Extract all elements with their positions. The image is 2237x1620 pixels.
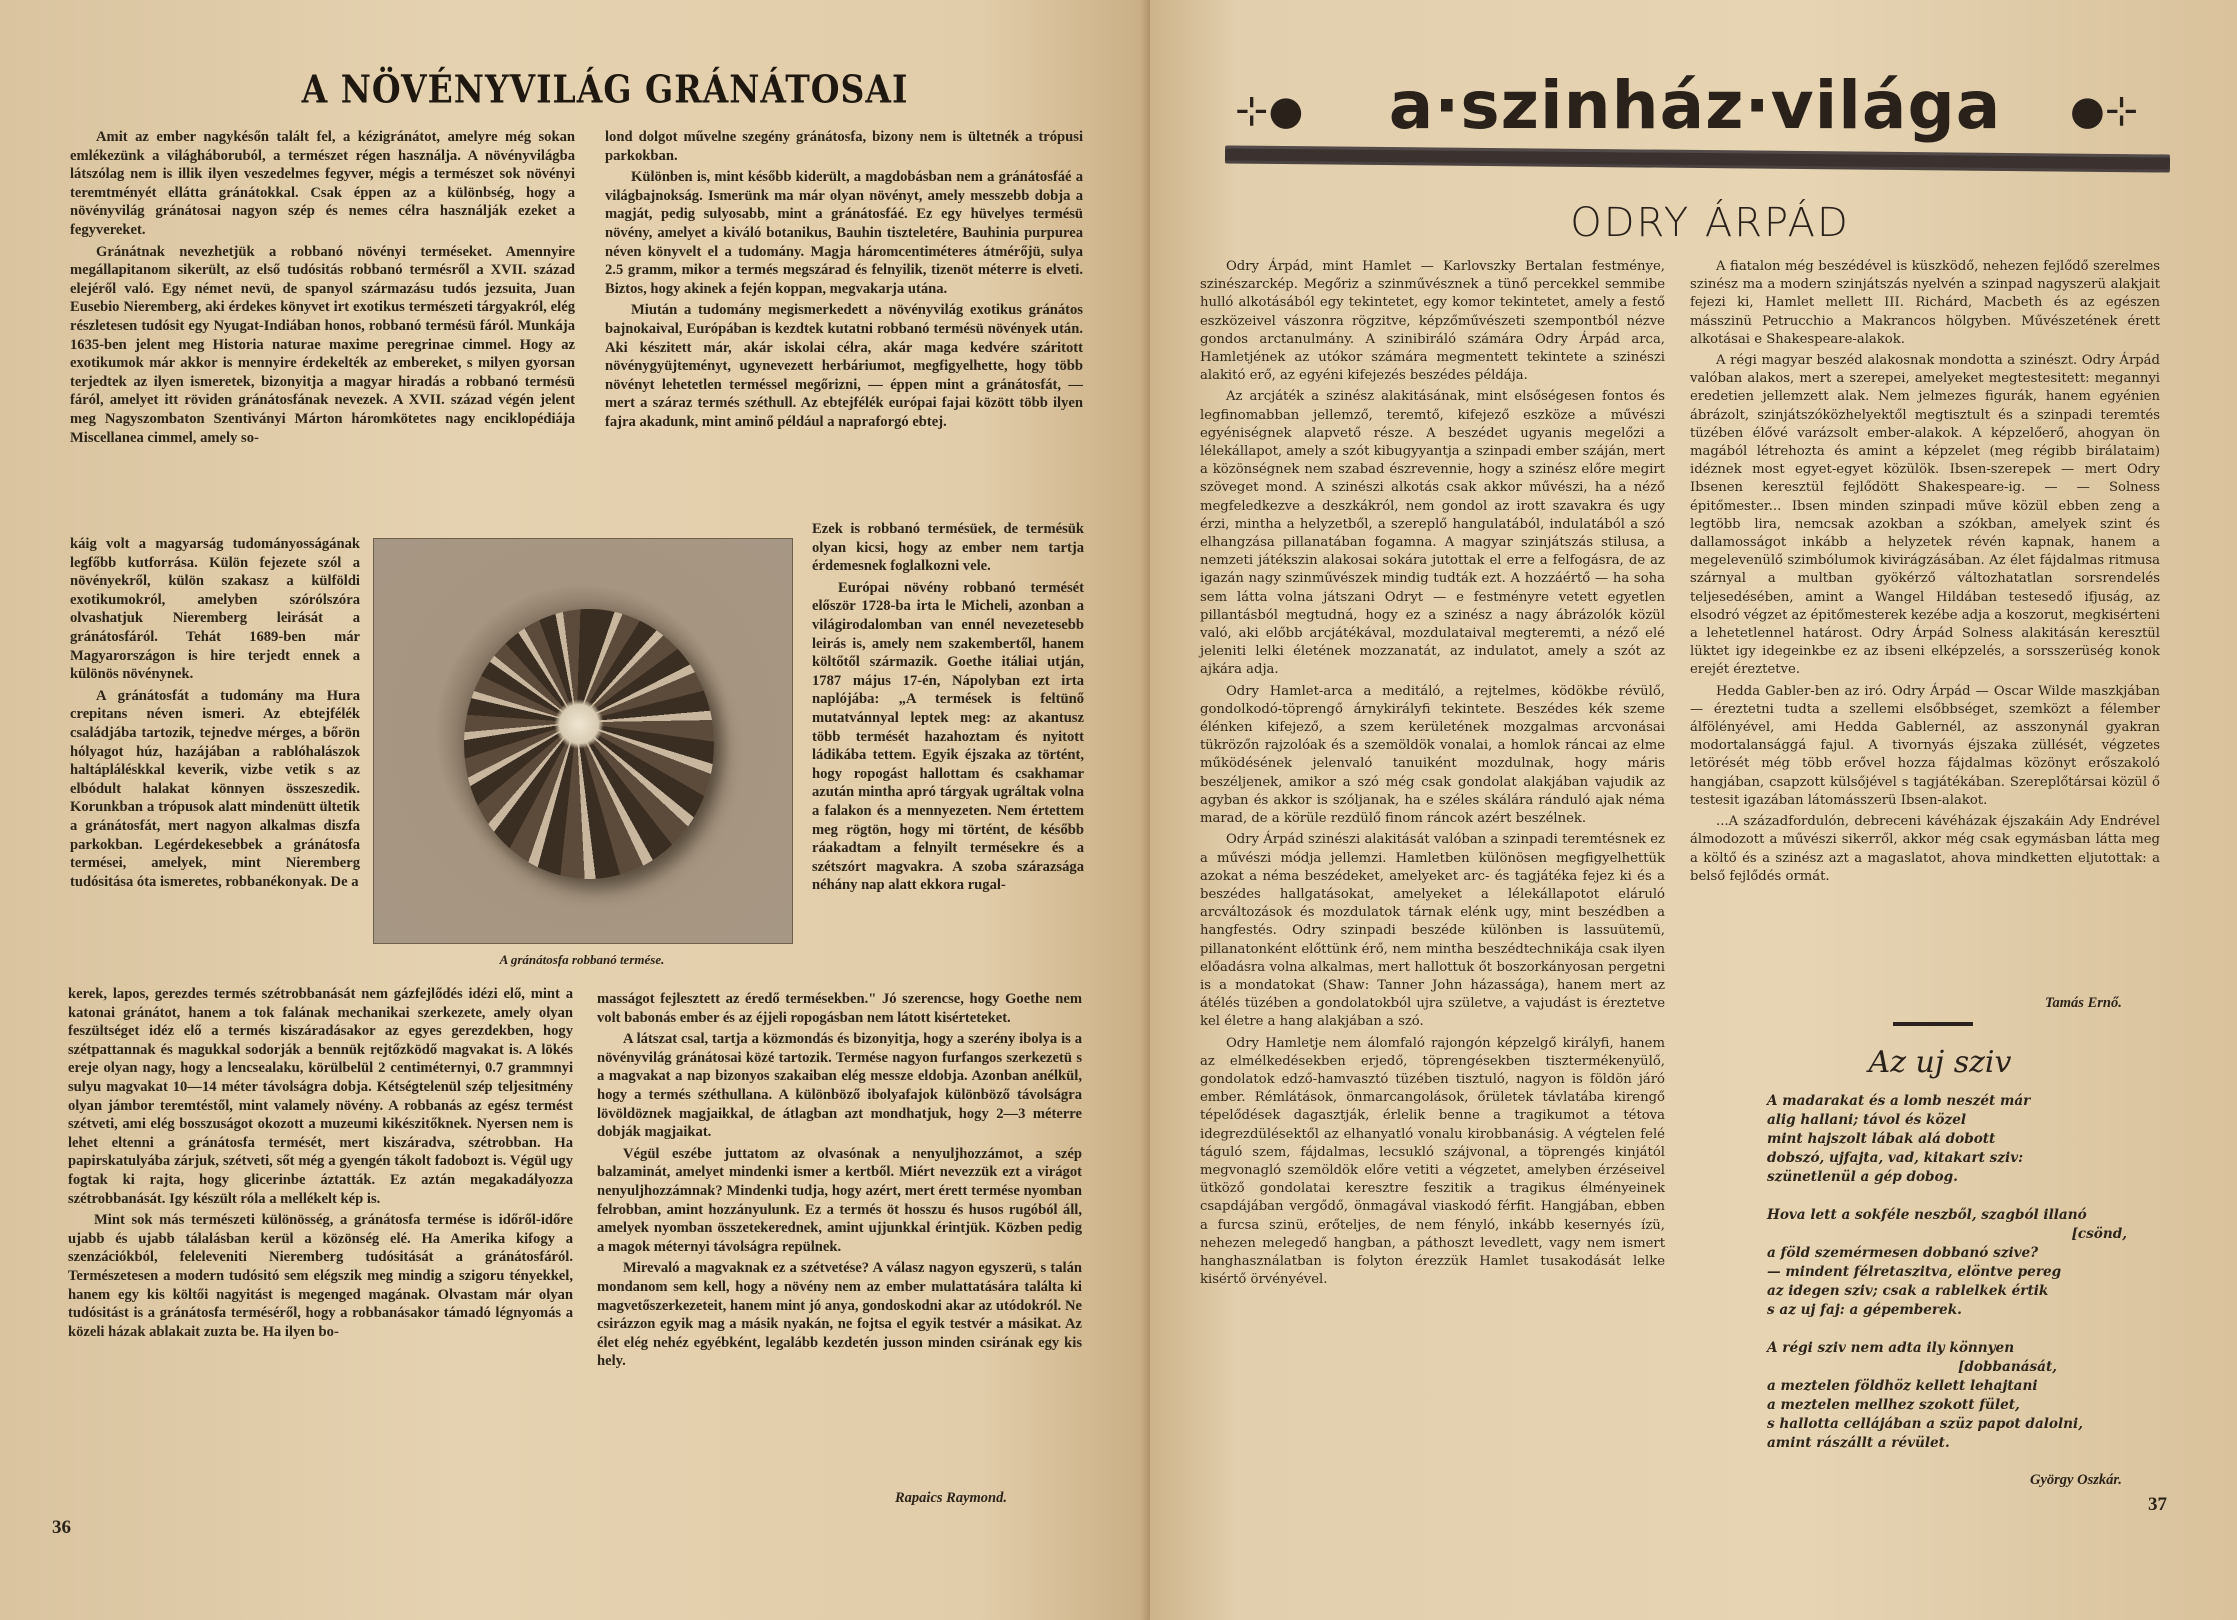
left-col2-narrow	[812, 520, 1084, 895]
paragraph: ...A századfordulón, debreceni kávéházak éjszakáin Ady Endrével álmodozott a művészi sikerről, akkor még csak egymásban látta meg a költő és a szinész azt a magaslatot, ahova mindketten eljutottak: a belső fejlődés ormát.	[1690, 814, 2160, 884]
paragraph: A látszat csal, tartja a közmondás és bizonyitja, hogy a szerény ibolya is a növényvilág gránátosai közé tartozik. Termése nagyon furfangos szerkezetü s a magvakat a nap bizonyos szakaiban elég messze eldobja. Azonban anélkül, hogy a termés széthullana. A különböző ibolyafajok különböző távolságra lövöldöznek magjaikkal, de átlagban azt mondhatjuk, hogy 2—3 méterre dobják magjaikat.	[597, 1031, 1082, 1141]
poem-line: — mindent félretaszitva, elöntve pereg	[1767, 1264, 2062, 1280]
paragraph: A fiatalon még beszédével is küszködő, nehezen fejlődő szerelmes szinész ma a modern szinjátszás nyelvén a szinpad nagyszerü alakjait fejezi ki, Hamlet mellett III. Richárd, Macbeth és az egészen másszinü Petrucchio a Makrancos hölgyben. Művészetének érett alkotásai e Shakespeare-alakok.	[1690, 259, 2160, 347]
paragraph: Amit az ember nagykésőn talált fel, a kézigránátot, amelyre még sokan emlékezünk a világháboruból, a természet régen használja. A növényvilágba látszólag nem is illik ilyen veszedelmes fegyver, mégis a természet sok növényi teremtményét ellátta gránátokkal. Csak éppen az a különbség, hogy a növényvilág gránátosai nagyon szép és nemes célra használják ezeket a fegyvereket.	[70, 129, 575, 238]
poem-line: s hallotta cellájában a szüz papot dalolni,	[1767, 1416, 2083, 1432]
poem-line: a meztelen földhöz kellett lehajtani	[1767, 1378, 2038, 1394]
right-col1	[1200, 258, 1665, 1289]
ornament-right-icon: ●⊹	[2070, 88, 2139, 134]
poem-line: a föld szemérmesen dobbanó szive?	[1767, 1245, 2039, 1261]
paragraph: A gránátosfát a tudomány ma Hura crepitans néven ismeri. Az ebtejfélék családjába tartozik, tejnedve mérges, a bőrön hólyagot húz, hazájában a rablóhalászok haltápláléskkal keverik, vizbe vetik s az elbódult halakat könnyen összeszedik. Korunkban a trópusok alatt mindenütt ültetik a gránátosfát, mert nagyon alkalmas diszfa parkokban. Legérdekesebbek a gránátosfa termései, amelyek, mint Nieremberg tudósitása óta ismeretes, robbanékonyak. De a	[70, 687, 360, 890]
paragraph: kerek, lapos, gerezdes termés szétrobbanását nem gázfejlődés idézi elő, mint a katonai gránátot, hanem a tok falának mechanikai szerkezete, amely olyan feszültséget idéz elő a termés kiszáradásakor az egyes gerezdekben, hogy szétpattannak és magukkal sodorják a bennük rejtőzködő magvakat is. A lökés ereje olyan nagy, hogy a lencsealaku, körülbelül 2 centiméternyi, 0.7 grammnyi sulyu magvakat 10—14 méter távolságra dobja. Kétségtelenül szép teljesitmény olyan jámbor teremtéstől, mint valamely növény. A robbanás az egész termést szétveti, ami elég bosszuságot okozott a muzeumi kikészitőknek. Nyersen nem is lehet eltenni a gránátosfa termését, mert kiszáradva, szétrobban. Ha papirskatulyába zárjuk, szétveti, sőt még a gyengén tákolt fadobozt is. Végül ugy fogtak ki rajta, hogy glicerinbe áztatták. Ez aztán megakadályozza szétrobbanását. Igy készült róla a mellékelt kép is.	[68, 986, 573, 1207]
section-divider	[1893, 1022, 1973, 1026]
poem-line: s az uj faj: a gépemberek.	[1767, 1302, 1962, 1318]
poem-stanza	[1767, 1339, 2167, 1453]
paragraph: Mint sok más természeti különösség, a gránátosfa termése is időről-időre ujabb és ujabb tálalásban kerül a közönség elé. Ha Amerika kifogy a szenzációkból, feleleveniti Nieremberg tudósitását a gránátosfáról. Természetesen a modern tudósitó sem elégszik meg mindig a szigoru tényekkel, hanem egy kis költői nagyitást is megenged magának. Olvastam már olyan tudósitást is a gránátosfa terméséről, hogy a robbanásakor támadó légnyomás a közeli házak ablakait zuzta be. Ha ilyen bo-	[68, 1212, 573, 1340]
left-col2-top	[605, 128, 1083, 432]
left-col1-narrow	[70, 535, 360, 891]
paragraph: káig volt a magyarság tudományosságának legfőbb kutforrása. Külön fejezete szól a növényekről, külön szakasz a külföldi exotikumokról, amelyben szórólszóra olvashatjuk Nieremberg leirását a gránátosfáról. Tehát 1689-ben már Magyarországon is hire terjedt ennek a különös növénynek.	[70, 536, 360, 683]
paragraph: lond dolgot művelne szegény gránátosfa, bizony nem is ültetnék a trópusi parkokban.	[605, 129, 1083, 164]
poem-line: alig hallani; távol és közel	[1767, 1112, 1967, 1128]
poem-author: György Oszkár.	[2030, 1472, 2122, 1488]
page-number-left: 36	[52, 1517, 71, 1538]
paragraph: Európai növény robbanó termését először 1728-ba irta le Micheli, azonban a világirodalomban van ennél nevezetesebb leirás is, amely nem szakembertől, hanem költőtől származik. Goethe itáliai utján, 1787 május 17-én, Nápolyban ezt irta naplójába: „A termések is feltünő mutatvánnyal leptek meg: az akantusz több termését hazahoztam és nyitott ládikába tettem. Egyik éjszaka az történt, hogy ropogást hallottam és csakhamar azután mintha apró tárgyak ugráltak volna a falakon és a mennyezeten. Nem értettem meg rögtön, hogy mi történt, de később ráakadtam a felnyilt termésekre és a szétszórt magvakra. A szoba szárazsága néhány nap alatt ekkora rugal-	[812, 579, 1084, 894]
poem-line: dobszó, ujfajta, vad, kitakart sziv:	[1767, 1150, 2024, 1166]
poem-stanza	[1767, 1206, 2167, 1320]
poem-title: Az uj sziv	[1868, 1045, 2012, 1080]
poem-line: mint hajszolt lábak alá dobott	[1767, 1131, 1996, 1147]
paragraph: Odry Hamletje nem álomfaló rajongón képzelgő királyfi, hanem az elmélkedésekben erjedő, töprengésekben tisztermékenyülő, gondolatok edző-hamvasztó tüzében tisztuló, nagyon is földön járó ember. Rémlátások, önmarcangolások, őrületek távlatába kirengő tépelődések dagasztják, érlelik benne a tragikumot a tétova idegrezdülésektől az elhanyatló vonalu kirobbanásig. A végtelen felé táguló szem, fájdalmas, lecsukló szájvonal, a töprengés kinjától megvonagló szemöldök előre vetiti a végzetet, amelyben érzéseivel ütköző gondolatai keresztre feszitik a tragikus élményeinek csapdájában vergődő, önmagával viaskodó férfit. Hangjában, ebben a furcsa szinü, erőteljes, de nem fényló, inkább kesernyés ízü, nehezen melegedő hangban, a páthoszt levedlett, vagy nem ismert hanghasználatban is folyton érezzük Hamlet tusakodását lelke kisértő örvényével.	[1200, 1035, 1665, 1288]
section-masthead	[1225, 66, 2155, 176]
poem-stanza	[1767, 1092, 2167, 1187]
paragraph: Az arcjáték a szinész alakitásának, mint elsőségesen fontos és legfinomabban jellemző, teremtő, kifejező eszköze a művészi egyéniségnek alapvető része. A beszédet ugyanis megelőzi a lélekállapot, amely a szót kibugyyantja a szinpadi ember száján, mert a közönségnek nem szabad észrevennie, hogy a szinész előre megirt szöveget mond. A szinészi alkotás csak akkor művészi, ha a néző megfeledkezve a deszkákról, nem gondol az irott szavakra és ugy érzi, mintha a helyzetből, a szereplő hangulatából, indulatából a szó elhangzása pillanatában fogamna. A magyar szinjátszás stilusa, a nemzeti játékszin alakosai sokára jutottak el erre a felfogásra, de az igazán nagy szinművészek mindig tudták ezt. A hozzáértő — ha soha sem látta volna játszani Odryt — e festményre vetett egyetlen pillantásból megtudná, hogy ez a szinész a nagy ábrázolók közül való, aki előbb arcjátékával, mozdulataival megteremti, a néző elé jeleniti lelki életének mozzanatát, az indulatot, amely a szót az ajkára adja.	[1200, 389, 1665, 678]
author-signature: Rapaics Raymond.	[895, 1490, 1007, 1506]
poem-line: amint rászállt a révület.	[1767, 1435, 1950, 1451]
paragraph: Gránátnak nevezhetjük a robbanó növényi terméseket. Amennyire megállapitanom sikerült, az első tudósitás robbanó termésről a XVII. század elejéről való. Egy német nevü, de spanyol származásu tudós jezsuita, Juan Eusebio Nieremberg, aki érdekes könyvet irt exotikus természeti tárgyakról, elég részletesen tudósit egy Nyugat-Indiában honos, robbanó termésü fáról. Munkája 1635-ben jelent meg Historia naturae maxime peregrinae cimmel. Hogy az exotikumok már akkor is mennyire érdekelték az embereket, s milyen gyorsan terjedtek az ilyen ismeretek, bizonyitja a magyar hiradás a robbanó termésü fáról, amelyet itt röviden gránátosfának nevezek. A XVII. század végén jelent meg Nagyszombaton Szentiványi Márton háromkötetes nagy enciklopédiája Miscellanea cimmel, amely so-	[70, 243, 575, 446]
poem	[1767, 1092, 2167, 1472]
paragraph: Miután a tudomány megismerkedett a növényvilág exotikus gránátos bajnokaival, Európában is kezdtek kutatni robbanó termésü növények után. Aki készitett már, akár iskolai célra, akár maga kedvére száritott növénygyüjteményt, ugynevezett herbáriumot, megfigyelhette, hogy több növényt lehetetlen terméssel megőrizni, — éppen mint a gránátosfát, — mert a száraz termés széthull. Az ebtejfélék európai fajai között több ilyen fajra akadunk, mint aminő például a napraforgó ebtej.	[605, 302, 1083, 430]
pod-center	[554, 699, 604, 749]
paragraph: Odry Hamlet-arca a meditáló, a rejtelmes, ködökbe révülő, gondolkodó-töprengő árnykirályfi tekintete. Beszédes kék szeme élénken kifejező, a szem kerületének mozgalmas arcvonásai tükrözőn rajzolóak és a szemöldök vonalai, a homlok ráncai az elme működésének jelenvaló tanuiként mozdulnak, hogy máris beszéljenek, amikor a szó még csak gondolat alakjában vajudik az agyban és akkor is szóljanak, ha e széles skálára ránduló ajak néma marad, de a körüle rezdülő finom ráncok azért beszélnek.	[1200, 683, 1665, 827]
section-title: a·szinház·világa	[1388, 67, 2002, 144]
paragraph: Ezek is robbanó termésüek, de termésük olyan kicsi, hogy az ember nem tartja érdemesnek foglalkozni vele.	[812, 521, 1084, 575]
left-col1-bottom	[68, 985, 573, 1341]
article-title: A NÖVÉNYVILÁG GRÁNÁTOSAI	[301, 67, 909, 112]
ornament-left-icon: ⊹●	[1235, 88, 1304, 134]
poem-line: szünetlenül a gép dobog.	[1767, 1169, 1958, 1185]
left-col2-bottom	[597, 990, 1082, 1371]
author-signature-right: Tamás Ernő.	[2045, 995, 2122, 1011]
seed-pod-photo	[373, 538, 793, 944]
poem-line: a meztelen mellhez szokott fület,	[1767, 1397, 2020, 1413]
paragraph: Különben is, mint később kiderült, a magdobásban nem a gránátosfáé a világbajnokság. Ismerünk ma már olyan növényt, amely messzebb dobja a magját, pedig sulyosabb, mint a gránátosfáé. Ez egy hüvelyes termésü növény, amelyet a kiváló botanikus, Bauhin tiszteletére, Bauhinia purpurea néven könyvelt el a tudomány. Magja háromcentiméteres átmérőjü, sulya 2.5 gramm, mikor a termés megszárad és felnyilik, tizenöt méterre is elveti. Biztos, hogy akinek a fején koppan, megvakarja utána.	[605, 169, 1083, 297]
poem-line-continuation: [csönd,	[2071, 1226, 2127, 1242]
paragraph: Odry Árpád, mint Hamlet — Karlovszky Bertalan festménye, szinészarckép. Megőriz a szinművésznek a tünő percekkel semmibe hulló alkotásából egy tekintetet, egy komor tekintetet, amely a festő eszközeivel vászonra rögzitve, képzőművészeti szempontból nézve gondos arctanulmány. A szinibiráló számára Odry Árpád arca, Hamletjének az utókor számára megmentett tekintete a szinészi alakitó erő, az egyéni kifejezés beszédes példája.	[1200, 259, 1665, 384]
poem-line: az idegen sziv; csak a rablelkek értik	[1767, 1283, 2049, 1299]
poem-line-continuation: [dobbanását,	[1958, 1359, 2057, 1375]
paragraph: Odry Árpád szinészi alakitását valóban a szinpadi teremtésnek ez a művészi módja jellemzi. Hamletben különösen megfigyelhettük azokat a néma beszédeket, amelyeket arc- és tagjátéka fejez ki és a beszédes hallgatásokat, amelyeket a lélekállapotot eláruló arcváltozások és mozdulatok tárnak elénk ugy, mint beszédben a hangfestés. Odry szinpadi beszéde különben is lassuütemü, pillanatonként előttünk érő, nem mintha beszédtechnikája csak ilyen előadásra volna alkalmas, mert hallottuk őt boszorkányosan pergetni is a mondatokat (Shaw: Tanner John házassága), hanem mert az átélés tüzében a gondolatokból ujra születve, a vajudást is éreztetve kel életre a hang alakjában a szó.	[1200, 832, 1665, 1030]
poem-line: A madarakat és a lomb neszét már	[1767, 1093, 2031, 1109]
masthead-rule	[1225, 145, 2170, 172]
paragraph: Mirevaló a magvaknak ez a szétvetése? A válasz nagyon egyszerü, s talán mondanom sem kell, hogy a növény nem az ember mulattatására találta ki magvetőszerkezeteit, hanem mint jó anya, gondoskodni akar az utódokról. Ne csirázzon egyik mag a másik nyakán, ne fojtsa el egyik testvér a másikat. Az élet elég nehéz egyébként, legalább kezdetén jusson minden csirának egy kis hely.	[597, 1260, 1082, 1370]
poem-line: A régi sziv nem adta ily könnyen	[1767, 1340, 2015, 1356]
paragraph: Végül eszébe juttatom az olvasónak a nenyuljhozzámot, a szép balzaminát, amelyet mindenki ismer a kertből. Miért nevezzük ezt a virágot nenyuljhozzámnak? Mindenki tudja, hogy azért, mert érett termése nyomban felrobban, amint hozzányulunk. Ez a termés öt hosszu és husos rugóból áll, amelyek nyomban összetekerednek, amint ujjunkkal érintjük. Közben pedig a magok méternyi távolságra repülnek.	[597, 1145, 1082, 1255]
paragraph: A régi magyar beszéd alakosnak mondotta a szinészt. Odry Árpád valóban alakos, mert a szerepei, amelyeket megtestesitett: megannyi eredetien jellemzett alak. Nem jelmezes figurák, hanem egyénien ábrázolt, szinjátszóközhelyektől megtisztult és a szinpadi teremtés tüzében élővé varázsolt ember-alakok. A képzelőerő, ahogyan ön magából létrehozta és amint a képzelet (meg régibb birálataim) idéznek most egyet-egyet közülök. Ibsen-szerepek — mert Odry Ibsenen keresztül fejlődött Shakespeare-ig. — — Solness épitőmester... Ibsen minden szinpadi műve közül ebben zeng a legtöbb lira, nemcsak azokban a szókban, amelyek szint és dallamosságot inkább a helyzetek révén kapnak, hanem a megelevenülő szimbólumok kivirágzásában. Az élet fájdalmas ritmusa szárnyal a multban gyökérző változhatatlan sorsrendelés teljesedésében, amint a Wangel Hildában testesedő ifjuság, az elsodró végzet az épitőmesterek kezébe adja a koszorut, megkisérteni a lehetetlennel határost. Odry Árpád Solness alakitásán keresztül lüktet igy idegeinkbe ez az ibseni elképzelés, a sorsszerüség konok erejét éreztetve.	[1690, 353, 2160, 678]
paragraph: masságot fejlesztett az éredő termésekben." Jó szerencse, hogy Goethe nem volt babonás ember és az éjjeli ropogásban nem látott kisérteteket.	[597, 991, 1082, 1026]
photo-caption: A gránátosfa robbanó termése.	[499, 952, 665, 967]
paragraph: Hedda Gabler-ben az iró. Odry Árpád — Oscar Wilde maszkjában — éreztetni tudta a szellemi elsőbbséget, szemközt a félember álfölényével, ami Hedda Gablernél, az asszonynál gyakran modortalansággá fajul. A tivornyás éjszaka züllését, végzetes letörését még több erővel hozza fájdalmas közönyt erőszakoló hangjában, csapzott külsőjével s tagjátékában. Szereplőtársai közül ő testesit igazában látomásszerü Ibsen-alakot.	[1690, 683, 2160, 808]
left-col1-top	[70, 128, 575, 447]
article-subtitle: ODRY ÁRPÁD	[1570, 200, 1850, 246]
page-number-right: 37	[2148, 1494, 2167, 1515]
poem-line: Hova lett a sokféle neszből, szagból illanó	[1767, 1207, 2087, 1223]
right-col2	[1690, 258, 2160, 886]
